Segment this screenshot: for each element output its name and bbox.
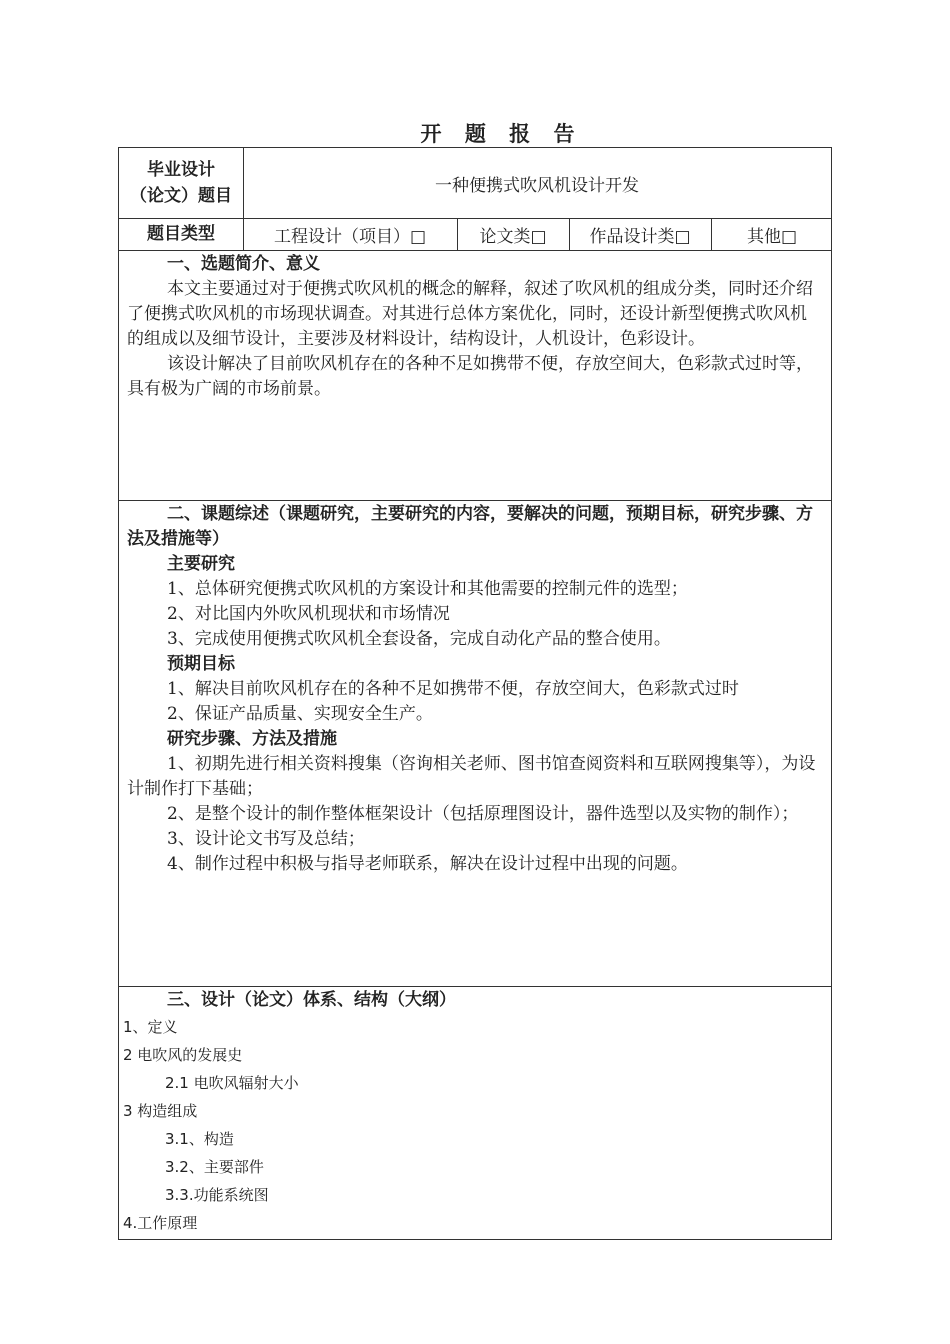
outline-item: 3.3.功能系统图 bbox=[165, 1186, 269, 1204]
outline-item: 2 电吹风的发展史 bbox=[123, 1046, 243, 1064]
list-item: 2、是整个设计的制作整体框架设计（包括原理图设计，器件选型以及实物的制作）； bbox=[167, 804, 799, 824]
section-intro bbox=[127, 252, 823, 402]
list-item: 3、完成使用便携式吹风机全套设备，完成自动化产品的整合使用。 bbox=[167, 629, 671, 649]
topic-label-line1: 毕业设计 bbox=[147, 160, 215, 180]
section-outline-heading: 三、设计（论文）体系、结构（大纲） bbox=[167, 990, 456, 1010]
list-item: 2、对比国内外吹风机现状和市场情况 bbox=[167, 604, 450, 624]
section-intro-para1: 本文主要通过对于便携式吹风机的概念的解释，叙述了吹风机的组成分类，同时还介绍了便携式吹风机的市场现状调查。对其进行总体方案优化，同时，还设计新型便携式吹风机的组成以及细节设计，主要涉及材料设计，结构设计，人机设计，色彩设计。 bbox=[127, 279, 813, 349]
subheading-research-steps: 研究步骤、方法及措施 bbox=[167, 729, 337, 749]
type-option-engineering[interactable]: 工程设计（项目）□ bbox=[273, 226, 427, 247]
outline-item: 4.工作原理 bbox=[123, 1214, 198, 1232]
list-item: 4、制作过程中积极与指导老师联系，解决在设计过程中出现的问题。 bbox=[167, 854, 688, 874]
list-item: 1、解决目前吹风机存在的各种不足如携带不便，存放空间大，色彩款式过时 bbox=[167, 679, 739, 699]
subheading-main-research: 主要研究 bbox=[167, 554, 235, 574]
outline-item: 3 构造组成 bbox=[123, 1102, 198, 1120]
report-table bbox=[118, 147, 832, 1240]
topic-value: 一种便携式吹风机设计开发 bbox=[435, 175, 639, 196]
section-intro-para2: 该设计解决了目前吹风机存在的各种不足如携带不便，存放空间大，色彩款式过时等，具有极为广阔的市场前景。 bbox=[127, 354, 813, 399]
section-intro-heading: 一、选题简介、意义 bbox=[167, 254, 320, 274]
list-item: 2、保证产品质量、实现安全生产。 bbox=[167, 704, 433, 724]
type-option-thesis[interactable]: 论文类□ bbox=[479, 226, 547, 247]
outline-item: 3.1、构造 bbox=[165, 1130, 234, 1148]
subheading-expected-goals: 预期目标 bbox=[167, 654, 235, 674]
list-item: 3、设计论文书写及总结； bbox=[167, 829, 365, 849]
type-option-other[interactable]: 其他□ bbox=[746, 226, 798, 247]
outline-item: 1、定义 bbox=[123, 1018, 178, 1036]
outline-item: 3.2、主要部件 bbox=[165, 1158, 264, 1176]
list-item: 1、初期先进行相关资料搜集（咨询相关老师、图书馆查阅资料和互联网搜集等），为设计制作打下基础； bbox=[127, 754, 816, 799]
type-label: 题目类型 bbox=[147, 224, 215, 244]
outline-list bbox=[123, 1013, 823, 1237]
section-review-heading: 二、课题综述（课题研究，主要研究的内容，要解决的问题，预期目标，研究步骤、方法及措施等） bbox=[127, 504, 813, 549]
page-title: 开 题 报 告 bbox=[420, 121, 583, 146]
section-outline bbox=[123, 988, 823, 1237]
list-item: 1、总体研究便携式吹风机的方案设计和其他需要的控制元件的选型； bbox=[167, 579, 688, 599]
section-review bbox=[127, 502, 823, 877]
topic-label-line2: （论文）题目 bbox=[130, 186, 232, 206]
type-option-work-design[interactable]: 作品设计类□ bbox=[589, 226, 691, 247]
outline-item: 2.1 电吹风辐射大小 bbox=[165, 1074, 299, 1092]
topic-label bbox=[119, 148, 243, 218]
